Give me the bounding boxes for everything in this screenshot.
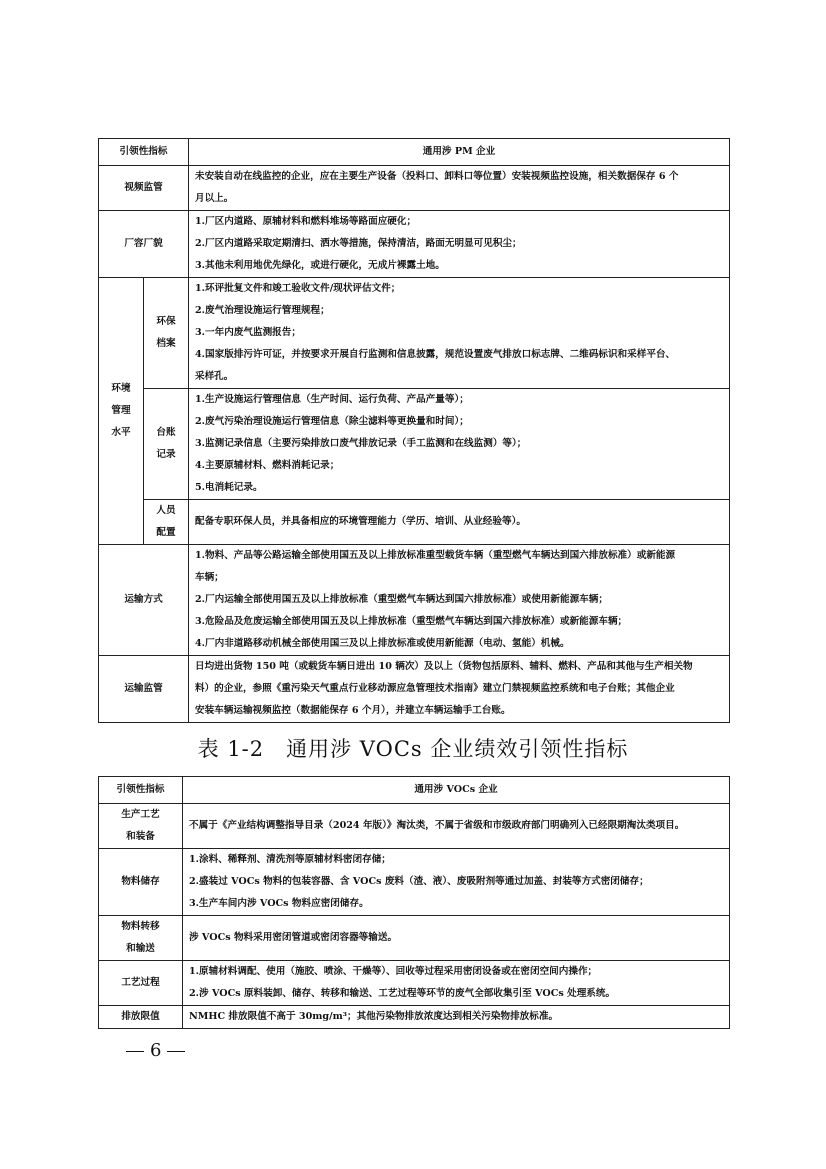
row-content-material-storage <box>183 849 730 916</box>
content-line: 4.厂内非道路移动机械全部使用国三及以上排放标准或使用新能源（电动、氢能）机械。 <box>195 638 570 649</box>
sub-label-archives <box>144 278 189 389</box>
label-line: 水平 <box>111 427 131 438</box>
table-pm-enterprise-indicators <box>98 138 730 723</box>
table-row <box>99 211 730 278</box>
label-line: 和装备 <box>126 831 155 842</box>
content-line: 1.原辅材料调配、使用（施胶、喷涂、干燥等）、回收等过程采用密闭设备或在密闭空间内操作； <box>189 966 598 977</box>
label-line: 物料转移 <box>121 921 160 932</box>
dash-left <box>126 1051 144 1052</box>
row-content-transport-mode <box>189 545 730 656</box>
label-line: 配置 <box>156 527 176 538</box>
content-line: 涉 VOCs 物料采用密闭管道或密闭容器等输送。 <box>189 932 398 943</box>
table-row <box>99 961 730 1006</box>
sub-content-ledger <box>189 389 730 500</box>
content-line: 采样孔。 <box>195 371 234 382</box>
content-line: 1.物料、产品等公路运输全部使用国五及以上排放标准重型载货车辆（重型燃气车辆达到国六排放标准）或新能源 <box>195 550 676 561</box>
row-label-material-transfer <box>99 916 183 961</box>
label-line: 环保 <box>156 316 176 327</box>
table-row <box>99 545 730 656</box>
row-label-emission-limit: 排放限值 <box>99 1006 183 1029</box>
sub-content-staffing <box>189 500 730 545</box>
label-line: 环境 <box>111 383 131 394</box>
content-line: 3.其他未利用地优先绿化，或进行硬化，无成片裸露土地。 <box>195 260 445 271</box>
page-number <box>120 1040 191 1061</box>
sub-label-staffing <box>144 500 189 545</box>
row-content-process-equipment <box>183 804 730 849</box>
table-row <box>99 1006 730 1029</box>
content-line: 配备专职环保人员，并具备相应的环境管理能力（学历、培训、从业经验等）。 <box>195 516 526 527</box>
content-line: 2.涉 VOCs 原料装卸、储存、转移和输送、工艺过程等环节的废气全部收集引至 VOCs 处理系统。 <box>189 988 616 999</box>
table-row <box>99 278 730 389</box>
content-line: 4.国家版排污许可证，并按要求开展自行监测和信息披露，规范设置废气排放口标志牌、二维码标识和采样平台、 <box>195 349 676 360</box>
label-line: 人员 <box>156 505 176 516</box>
content-line: 日均进出货物 150 吨（或载货车辆日进出 10 辆次）及以上（货物包括原料、辅料、燃料、产品和其他与生产相关物 <box>195 661 693 672</box>
table-row <box>99 916 730 961</box>
content-line: 料）的企业，参照《重污染天气重点行业移动源应急管理技术指南》建立门禁视频监控系统和电子台账；其他企业 <box>195 683 675 694</box>
content-line: 1.生产设施运行管理信息（生产时间、运行负荷、产品产量等）； <box>195 394 469 405</box>
table-caption: 表 1-2 通用涉 VOCs 企业绩效引领性指标 <box>197 737 629 761</box>
row-content-emission-limit <box>183 1006 730 1029</box>
row-content-material-transfer <box>183 916 730 961</box>
content-line: 2.废气治理设施运行管理规程； <box>195 305 330 316</box>
table-row <box>99 804 730 849</box>
table-header-row <box>99 777 730 804</box>
content-line: 2.厂内运输全部使用国五及以上排放标准（重型燃气车辆达到国六排放标准）或使用新能源车辆； <box>195 594 608 605</box>
content-line: 车辆； <box>195 572 224 583</box>
content-line: 未安装自动在线监控的企业，应在主要生产设备（投料口、卸料口等位置）安装视频监控设施，相关数据保存 6 个 <box>195 171 679 182</box>
content-line: 4.主要原辅材料、燃料消耗记录； <box>195 460 340 471</box>
header-indicator: 引领性指标 <box>99 139 189 166</box>
row-label-env-management <box>99 278 144 545</box>
header-pm-enterprise: 通用涉 PM 企业 <box>189 139 730 166</box>
content-line: NMHC 排放限值不高于 30mg/m³；其他污染物排放浓度达到相关污染物排放标准。 <box>189 1011 559 1022</box>
row-content-factory-appearance <box>189 211 730 278</box>
row-label-process-equipment <box>99 804 183 849</box>
page-number-value: 6 <box>150 1040 162 1061</box>
label-line: 台账 <box>156 427 176 438</box>
label-line: 档案 <box>156 338 176 349</box>
content-line: 2.废气污染治理设施运行管理信息（除尘滤料等更换量和时间）； <box>195 416 469 427</box>
label-line: 管理 <box>111 405 131 416</box>
label-line: 生产工艺 <box>121 809 160 820</box>
row-content-video-monitoring <box>189 166 730 211</box>
table-header-row <box>99 139 730 166</box>
content-line: 3.监测记录信息（主要污染排放口废气排放记录（手工监测和在线监测）等）； <box>195 438 527 449</box>
row-label-material-storage: 物料储存 <box>99 849 183 916</box>
content-line: 1.环评批复文件和竣工验收文件/现状评估文件； <box>195 283 401 294</box>
content-line: 2.盛装过 VOCs 物料的包装容器、含 VOCs 废料（渣、液）、废吸附剂等通过加盖、封装等方式密闭储存； <box>189 876 649 887</box>
header-vocs-enterprise: 通用涉 VOCs 企业 <box>183 777 730 804</box>
table-row <box>99 389 730 500</box>
row-label-factory-appearance: 厂容厂貌 <box>99 211 189 278</box>
content-line: 3.生产车间内涉 VOCs 物料应密闭储存。 <box>189 898 369 909</box>
table-row <box>99 849 730 916</box>
table-vocs-enterprise-indicators <box>98 776 730 1029</box>
sub-label-ledger <box>144 389 189 500</box>
row-label-video-monitoring: 视频监管 <box>99 166 189 211</box>
label-line: 记录 <box>156 449 176 460</box>
row-content-transport-monitoring <box>189 656 730 723</box>
row-label-process: 工艺过程 <box>99 961 183 1006</box>
table-row <box>99 656 730 723</box>
row-label-transport-monitoring: 运输监管 <box>99 656 189 723</box>
header-indicator: 引领性指标 <box>99 777 183 804</box>
content-line: 1.涂料、稀释剂、清洗剂等原辅材料密闭存储； <box>189 854 391 865</box>
content-line: 5.电消耗记录。 <box>195 482 263 493</box>
sub-content-archives <box>189 278 730 389</box>
row-content-process <box>183 961 730 1006</box>
content-line: 安装车辆运输视频监控（数据能保存 6 个月），并建立车辆运输手工台账。 <box>195 705 511 716</box>
row-label-transport-mode: 运输方式 <box>99 545 189 656</box>
label-line: 和输送 <box>126 943 155 954</box>
content-line: 3.危险品及危废运输全部使用国五及以上排放标准（重型燃气车辆达到国六排放标准）或新能源车辆； <box>195 616 628 627</box>
content-line: 月以上。 <box>195 193 234 204</box>
table-row <box>99 500 730 545</box>
dash-right <box>167 1051 185 1052</box>
content-line: 2.厂区内道路采取定期清扫、洒水等措施，保持清洁，路面无明显可见积尘； <box>195 238 522 249</box>
content-line: 1.厂区内道路、原辅材料和燃料堆场等路面应硬化； <box>195 216 417 227</box>
table-row <box>99 166 730 211</box>
content-line: 不属于《产业结构调整指导目录（2024 年版）》淘汰类，不属于省级和市级政府部门明确列入已经限期淘汰类项目。 <box>189 820 685 831</box>
content-line: 3.一年内废气监测报告； <box>195 327 301 338</box>
